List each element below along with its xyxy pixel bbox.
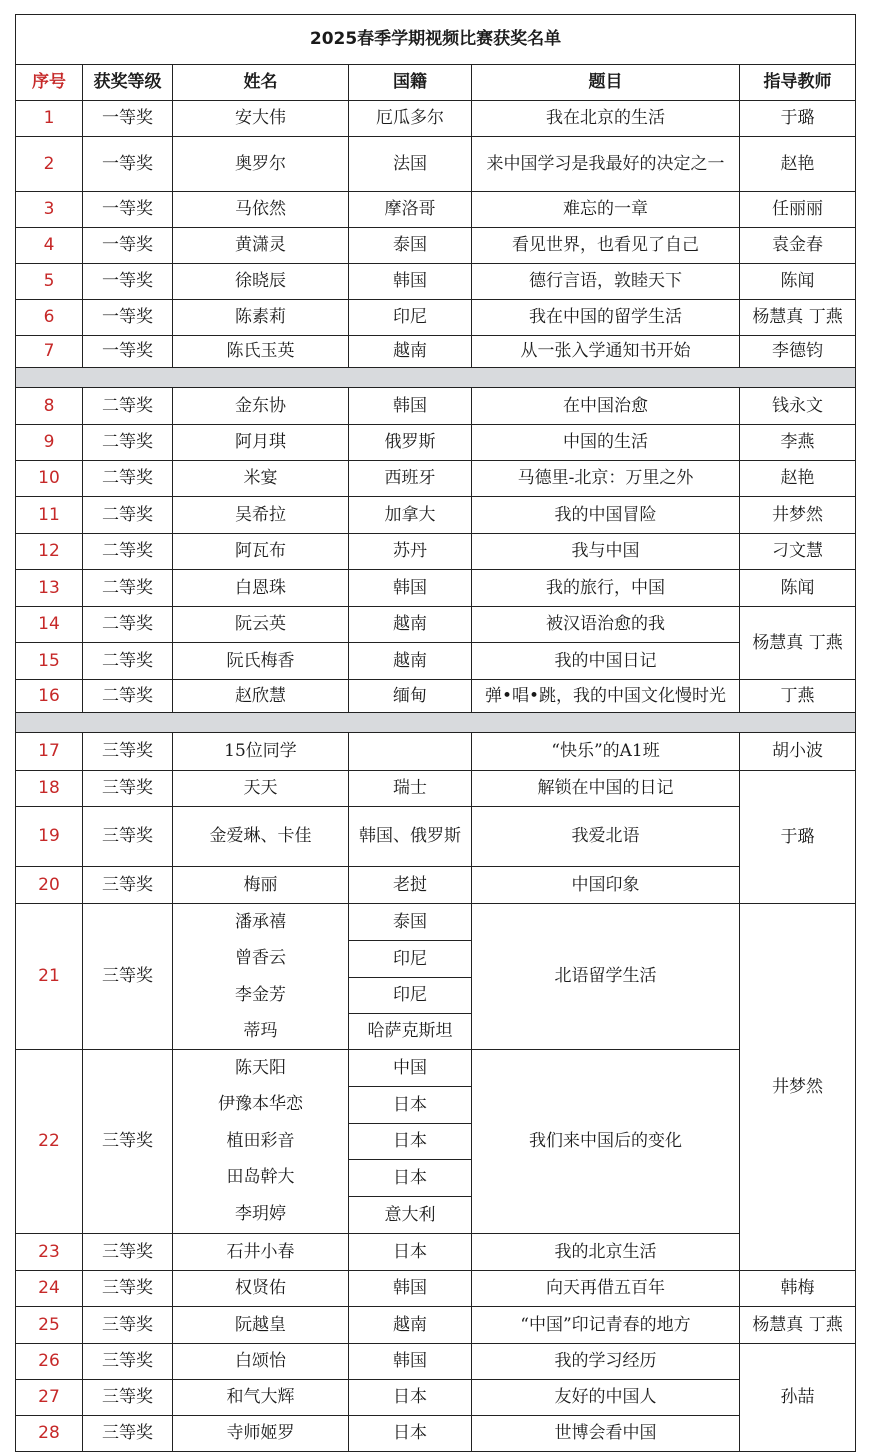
row-no: 24 (16, 1271, 83, 1307)
row-level: 三等奖 (83, 904, 173, 1050)
row-nationality: 加拿大 (349, 497, 472, 534)
row-teacher: 杨慧真 丁燕 (740, 300, 856, 336)
section-divider (16, 368, 856, 388)
row-level: 一等奖 (83, 192, 173, 228)
row-teacher: 陈闻 (740, 264, 856, 300)
row-nationality: 韩国 (349, 570, 472, 607)
table-row (16, 1234, 856, 1271)
row-no: 4 (16, 228, 83, 264)
row-name: 和气大辉 (173, 1380, 349, 1416)
table-row (16, 1271, 856, 1307)
row-nationality: 日本 (349, 1416, 472, 1452)
row-teacher: 钱永文 (740, 388, 856, 425)
row-name: 吴希拉 (173, 497, 349, 534)
row-topic: “快乐”的A1班 (472, 733, 740, 771)
row-no: 28 (16, 1416, 83, 1452)
row-topic: 中国的生活 (472, 425, 740, 461)
row-nationality: 韩国 (349, 264, 472, 300)
row-nationality: 越南 (349, 643, 472, 680)
row-teacher: 丁燕 (740, 680, 856, 713)
row-topic: 解锁在中国的日记 (472, 771, 740, 807)
row-no: 2 (16, 137, 83, 192)
row-level: 三等奖 (83, 867, 173, 904)
row-name: 白颂怡 (173, 1344, 349, 1380)
row-name: 陈氏玉英 (173, 336, 349, 368)
row-nationality: 日本 (349, 1380, 472, 1416)
row-topic: 我爱北语 (472, 807, 740, 867)
table-row (16, 497, 856, 534)
row-topic: 向天再借五百年 (472, 1271, 740, 1307)
row-topic: 被汉语治愈的我 (472, 607, 740, 643)
row-nationality: 俄罗斯 (349, 425, 472, 461)
table-row (16, 1416, 856, 1452)
row-name: 奥罗尔 (173, 137, 349, 192)
row-no: 23 (16, 1234, 83, 1271)
row-name: 金爱琳、卡佳 (173, 807, 349, 867)
table-row (16, 1050, 856, 1234)
title-row (16, 15, 856, 65)
row-name: 金东协 (173, 388, 349, 425)
row-no: 18 (16, 771, 83, 807)
header-teacher: 指导教师 (740, 65, 856, 101)
row-topic: 我的中国日记 (472, 643, 740, 680)
row-topic: 北语留学生活 (472, 904, 740, 1050)
row-nationality: 西班牙 (349, 461, 472, 497)
row-no: 13 (16, 570, 83, 607)
table-row (16, 1344, 856, 1380)
row-teacher: 井梦然 (740, 904, 856, 1271)
member-name: 田岛幹大 (226, 1167, 295, 1188)
row-no: 3 (16, 192, 83, 228)
row-topic: 我与中国 (472, 534, 740, 570)
row-no: 26 (16, 1344, 83, 1380)
row-name: 白恩珠 (173, 570, 349, 607)
table-row (16, 570, 856, 607)
member-name: 李金芳 (235, 984, 286, 1005)
row-topic: 从一张入学通知书开始 (472, 336, 740, 368)
row-teacher: 任丽丽 (740, 192, 856, 228)
member-nationality: 意大利 (349, 1196, 471, 1233)
table-row (16, 1380, 856, 1416)
row-nationality: 缅甸 (349, 680, 472, 713)
table-row (16, 425, 856, 461)
member-name: 潘承禧 (235, 911, 286, 932)
row-name: 徐晓辰 (173, 264, 349, 300)
member-name: 陈天阳 (235, 1057, 286, 1078)
row-no: 21 (16, 904, 83, 1050)
member-name: 李玥婷 (235, 1204, 286, 1225)
table-row (16, 388, 856, 425)
row-teacher: 杨慧真 丁燕 (740, 607, 856, 680)
row-level: 二等奖 (83, 497, 173, 534)
table-row (16, 807, 856, 867)
member-nationality: 泰国 (393, 911, 427, 932)
row-teacher: 于璐 (740, 771, 856, 904)
row-teacher: 李德钧 (740, 336, 856, 368)
row-level: 一等奖 (83, 101, 173, 137)
row-nationality: 厄瓜多尔 (349, 101, 472, 137)
row-no: 5 (16, 264, 83, 300)
row-level: 二等奖 (83, 425, 173, 461)
header-name: 姓名 (173, 65, 349, 101)
row-name: 寺师姬罗 (173, 1416, 349, 1452)
row-nationality: 越南 (349, 1307, 472, 1344)
row-nationality (349, 733, 472, 771)
row-nationality: 法国 (349, 137, 472, 192)
row-no: 11 (16, 497, 83, 534)
row-level: 三等奖 (83, 1271, 173, 1307)
table-row (16, 643, 856, 680)
row-topic: 德行言语，敦睦天下 (472, 264, 740, 300)
row-teacher: 井梦然 (740, 497, 856, 534)
row-topic: 看见世界，也看见了自己 (472, 228, 740, 264)
row-no: 1 (16, 101, 83, 137)
row-nationality: 韩国 (349, 1271, 472, 1307)
row-teacher: 李燕 (740, 425, 856, 461)
row-level: 一等奖 (83, 228, 173, 264)
row-teacher: 陈闻 (740, 570, 856, 607)
row-teacher: 赵艳 (740, 461, 856, 497)
row-no: 25 (16, 1307, 83, 1344)
row-level: 二等奖 (83, 680, 173, 713)
header-row (16, 65, 856, 101)
row-nationalities (349, 904, 472, 1050)
award-list-table (15, 14, 856, 1452)
row-topic: 友好的中国人 (472, 1380, 740, 1416)
row-nationality: 苏丹 (349, 534, 472, 570)
row-nationality: 韩国 (349, 388, 472, 425)
row-level: 三等奖 (83, 1344, 173, 1380)
table-row (16, 680, 856, 713)
row-no: 10 (16, 461, 83, 497)
row-topic: 我的北京生活 (472, 1234, 740, 1271)
table-row (16, 1307, 856, 1344)
row-level: 三等奖 (83, 1380, 173, 1416)
row-name: 黄潇灵 (173, 228, 349, 264)
member-name: 曾香云 (235, 948, 286, 969)
row-name: 阿月琪 (173, 425, 349, 461)
row-no: 17 (16, 733, 83, 771)
row-no: 27 (16, 1380, 83, 1416)
row-no: 22 (16, 1050, 83, 1234)
row-topic: 世博会看中国 (472, 1416, 740, 1452)
row-topic: 马德里-北京：万里之外 (472, 461, 740, 497)
row-level: 二等奖 (83, 570, 173, 607)
row-no: 16 (16, 680, 83, 713)
row-level: 一等奖 (83, 300, 173, 336)
row-level: 一等奖 (83, 264, 173, 300)
row-topic: 我们来中国后的变化 (472, 1050, 740, 1234)
row-teacher: 赵艳 (740, 137, 856, 192)
row-topic: 中国印象 (472, 867, 740, 904)
row-teacher: 袁金春 (740, 228, 856, 264)
row-topic: 难忘的一章 (472, 192, 740, 228)
member-nationality: 日本 (349, 1159, 471, 1196)
row-nationality: 韩国、俄罗斯 (349, 807, 472, 867)
row-topic: 弹•唱•跳，我的中国文化慢时光 (472, 680, 740, 713)
row-level: 三等奖 (83, 1050, 173, 1234)
table-row (16, 101, 856, 137)
row-teacher: 胡小波 (740, 733, 856, 771)
row-name: 阮云英 (173, 607, 349, 643)
member-name: 蒂玛 (243, 1020, 278, 1041)
row-level: 一等奖 (83, 137, 173, 192)
row-name: 马依然 (173, 192, 349, 228)
row-topic: 我在中国的留学生活 (472, 300, 740, 336)
row-name: 阿瓦布 (173, 534, 349, 570)
row-teacher: 韩梅 (740, 1271, 856, 1307)
row-level: 三等奖 (83, 1234, 173, 1271)
member-nationality: 印尼 (349, 977, 471, 1013)
row-level: 三等奖 (83, 733, 173, 771)
row-topic: 我在北京的生活 (472, 101, 740, 137)
row-level: 二等奖 (83, 643, 173, 680)
table-row (16, 228, 856, 264)
row-names (173, 904, 349, 1050)
row-nationality: 瑞士 (349, 771, 472, 807)
row-level: 二等奖 (83, 388, 173, 425)
row-name: 米宴 (173, 461, 349, 497)
row-level: 三等奖 (83, 807, 173, 867)
row-nationality: 老挝 (349, 867, 472, 904)
row-name: 石井小春 (173, 1234, 349, 1271)
row-no: 9 (16, 425, 83, 461)
row-topic: 来中国学习是我最好的决定之一 (472, 137, 740, 192)
row-teacher: 杨慧真 丁燕 (740, 1307, 856, 1344)
row-level: 三等奖 (83, 1416, 173, 1452)
row-name: 安大伟 (173, 101, 349, 137)
member-nationality: 印尼 (349, 940, 471, 977)
row-name: 天天 (173, 771, 349, 807)
member-nationality: 日本 (349, 1123, 471, 1159)
row-topic: 我的旅行，中国 (472, 570, 740, 607)
row-level: 一等奖 (83, 336, 173, 368)
row-nationality: 日本 (349, 1234, 472, 1271)
table-row (16, 137, 856, 192)
member-nationality: 哈萨克斯坦 (349, 1013, 471, 1049)
row-topic: 在中国治愈 (472, 388, 740, 425)
row-no: 6 (16, 300, 83, 336)
table-row (16, 192, 856, 228)
table-row (16, 867, 856, 904)
row-teacher: 于璐 (740, 101, 856, 137)
row-no: 15 (16, 643, 83, 680)
row-nationality: 韩国 (349, 1344, 472, 1380)
header-nationality: 国籍 (349, 65, 472, 101)
row-no: 8 (16, 388, 83, 425)
row-level: 三等奖 (83, 1307, 173, 1344)
table-row (16, 336, 856, 368)
table-row (16, 733, 856, 771)
row-teacher: 刁文慧 (740, 534, 856, 570)
header-topic: 题目 (472, 65, 740, 101)
member-name: 伊豫本华恋 (218, 1094, 303, 1115)
member-nationality: 中国 (393, 1057, 427, 1078)
row-name: 梅丽 (173, 867, 349, 904)
row-nationality: 印尼 (349, 300, 472, 336)
row-name: 权贤佑 (173, 1271, 349, 1307)
row-no: 7 (16, 336, 83, 368)
table-row (16, 771, 856, 807)
row-nationalities (349, 1050, 472, 1234)
row-topic: 我的学习经历 (472, 1344, 740, 1380)
row-level: 二等奖 (83, 607, 173, 643)
row-topic: “中国”印记青春的地方 (472, 1307, 740, 1344)
row-name: 15位同学 (173, 733, 349, 771)
header-level: 获奖等级 (83, 65, 173, 101)
row-nationality: 泰国 (349, 228, 472, 264)
member-name: 植田彩音 (226, 1130, 295, 1151)
row-level: 二等奖 (83, 461, 173, 497)
row-name: 陈素莉 (173, 300, 349, 336)
row-teacher: 孙喆 (740, 1344, 856, 1452)
row-no: 12 (16, 534, 83, 570)
table-row (16, 461, 856, 497)
table-row (16, 264, 856, 300)
row-level: 二等奖 (83, 534, 173, 570)
row-nationality: 越南 (349, 607, 472, 643)
row-no: 14 (16, 607, 83, 643)
table-row (16, 607, 856, 643)
table-row (16, 300, 856, 336)
row-topic: 我的中国冒险 (472, 497, 740, 534)
section-divider (16, 713, 856, 733)
header-no: 序号 (16, 65, 83, 101)
row-no: 19 (16, 807, 83, 867)
row-name: 赵欣慧 (173, 680, 349, 713)
table-row (16, 904, 856, 1050)
member-nationality: 日本 (349, 1086, 471, 1123)
row-name: 阮氏梅香 (173, 643, 349, 680)
row-names (173, 1050, 349, 1234)
row-name: 阮越皇 (173, 1307, 349, 1344)
table-row (16, 534, 856, 570)
row-nationality: 越南 (349, 336, 472, 368)
row-level: 三等奖 (83, 771, 173, 807)
row-no: 20 (16, 867, 83, 904)
row-nationality: 摩洛哥 (349, 192, 472, 228)
table-title: 2025春季学期视频比赛获奖名单 (16, 15, 856, 65)
